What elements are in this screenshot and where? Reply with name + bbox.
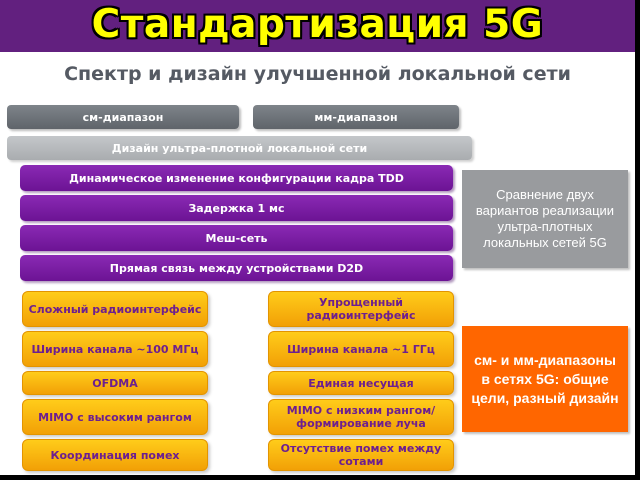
cm-band-label: см-диапазон bbox=[82, 110, 164, 124]
mm-band-label: мм-диапазон bbox=[314, 110, 398, 124]
mm-item-air-interface bbox=[268, 291, 454, 327]
mm-item-label: MIMO с низким рангом/ формирование луча bbox=[286, 404, 436, 430]
feature-d2d bbox=[20, 255, 453, 281]
mm-item-label: Отсутствие помех между сотами bbox=[280, 442, 442, 468]
cm-item-label: Координация помех bbox=[50, 448, 180, 462]
cm-item-label: Сложный радиоинтерфейс bbox=[28, 302, 202, 316]
mm-item-no-interference bbox=[268, 439, 454, 471]
feature-label: Прямая связь между устройствами D2D bbox=[109, 261, 364, 275]
slide-subtitle: Спектр и дизайн улучшенной локальной сети bbox=[64, 63, 571, 85]
cm-item-label: MIMO с высоким рангом bbox=[38, 410, 192, 424]
feature-label: Динамическое изменение конфигурации кадра TDD bbox=[69, 171, 404, 185]
title-bar bbox=[0, 0, 635, 52]
feature-latency bbox=[20, 195, 453, 221]
summary-note-text: см- и мм-диапазоны в сетях 5G: общие цели, разный дизайн bbox=[471, 351, 619, 406]
comparison-note bbox=[462, 170, 628, 268]
mm-item-label: Единая несущая bbox=[308, 376, 414, 390]
slide-title: Стандартизация 5G bbox=[91, 2, 544, 47]
feature-tdd bbox=[20, 165, 453, 191]
feature-mesh bbox=[20, 225, 453, 251]
design-bar bbox=[7, 136, 472, 160]
cm-item-interference bbox=[22, 439, 208, 471]
comparison-note-text: Сравнение двух вариантов реализации ультра-плотных локальных сетей 5G bbox=[475, 187, 615, 250]
cm-item-channel-width bbox=[22, 331, 208, 367]
frame-shadow-right bbox=[635, 0, 640, 480]
mm-item-single-carrier bbox=[268, 371, 454, 395]
cm-item-mimo bbox=[22, 399, 208, 435]
mm-item-label: Ширина канала ~1 ГГц bbox=[287, 342, 435, 356]
cm-item-label: OFDMA bbox=[92, 376, 138, 390]
cm-item-ofdma bbox=[22, 371, 208, 395]
mm-item-label: Упрощенный радиоинтерфейс bbox=[306, 296, 416, 322]
frame-shadow-bottom bbox=[0, 475, 640, 480]
cm-band-header bbox=[7, 105, 239, 129]
feature-label: Задержка 1 мс bbox=[188, 201, 285, 215]
summary-note bbox=[462, 326, 628, 432]
cm-item-air-interface bbox=[22, 291, 208, 327]
feature-label: Меш-сеть bbox=[205, 231, 268, 245]
mm-item-mimo-beamforming bbox=[268, 399, 454, 435]
design-label: Дизайн ультра-плотной локальной сети bbox=[111, 141, 368, 155]
mm-band-header bbox=[253, 105, 459, 129]
mm-item-channel-width bbox=[268, 331, 454, 367]
cm-item-label: Ширина канала ~100 МГц bbox=[31, 342, 199, 356]
